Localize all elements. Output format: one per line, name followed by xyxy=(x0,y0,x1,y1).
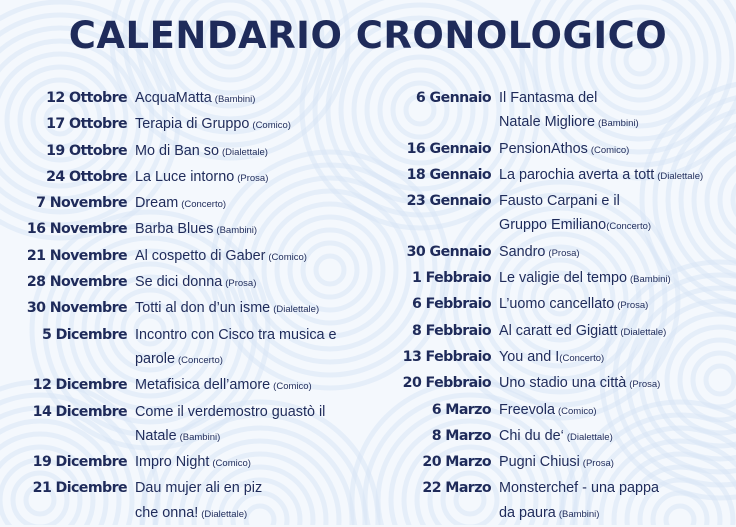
event-category: (Prosa) xyxy=(548,247,580,259)
event-title: parole xyxy=(135,350,176,367)
calendar-entry xyxy=(0,244,360,270)
event-title: Freevola xyxy=(499,401,555,418)
event-info xyxy=(499,163,735,189)
event-title: PensionAthos xyxy=(499,140,588,157)
calendar-entry xyxy=(370,163,735,189)
event-date: 19 Ottobre xyxy=(46,142,127,159)
event-category: (Dialettale) xyxy=(657,170,704,182)
event-title: Terapia di Gruppo xyxy=(135,116,250,133)
event-date: 18 Gennaio xyxy=(406,166,491,183)
event-date: 1 Febbraio xyxy=(411,270,491,287)
event-category: (Bambini) xyxy=(558,508,600,520)
event-category: (Concerto) xyxy=(559,352,605,364)
calendar-entry xyxy=(0,270,360,296)
event-title: da paura xyxy=(499,504,556,521)
event-info xyxy=(135,191,360,217)
event-date: 16 Gennaio xyxy=(406,140,491,157)
event-title: Gruppo Emiliano xyxy=(499,217,607,234)
event-title: Chi du de‘ xyxy=(499,427,564,444)
event-category: (Bambini) xyxy=(216,225,258,237)
event-date: 20 Marzo xyxy=(422,454,491,471)
event-info xyxy=(135,270,360,296)
event-date: 13 Febbraio xyxy=(402,348,491,365)
calendar-entry xyxy=(0,323,360,374)
event-info xyxy=(135,139,360,165)
event-date: 6 Marzo xyxy=(431,401,491,418)
calendar-entry xyxy=(370,398,735,424)
event-category: (Dialettale) xyxy=(273,304,320,316)
event-category: (Prosa) xyxy=(237,172,269,184)
event-title: Il Fantasma del xyxy=(499,90,598,106)
event-date: 6 Gennaio xyxy=(415,90,491,106)
event-category: (Dialettale) xyxy=(201,508,248,520)
event-info xyxy=(135,476,360,527)
event-category: (Comico) xyxy=(273,381,312,393)
event-category: (Comico) xyxy=(268,251,307,263)
event-title: Metafisica dell’amore xyxy=(135,377,271,394)
event-title: Uno stadio una città xyxy=(499,375,627,392)
event-info xyxy=(135,323,360,374)
calendar-entry xyxy=(370,240,735,266)
event-category: (Prosa) xyxy=(617,300,649,312)
event-info xyxy=(499,319,735,345)
event-category: (Concerto) xyxy=(606,221,652,233)
event-title: Impro Night xyxy=(135,454,210,471)
event-info xyxy=(135,296,360,322)
event-category: (Dialettale) xyxy=(620,326,667,338)
calendar-entry xyxy=(0,165,360,191)
event-info xyxy=(499,345,735,371)
left-column xyxy=(0,86,360,527)
event-info xyxy=(499,240,735,266)
event-info xyxy=(499,450,735,476)
calendar-entry xyxy=(0,476,360,527)
event-title: La parochia averta a tott xyxy=(499,166,655,183)
event-date: 24 Ottobre xyxy=(46,168,127,185)
event-title: Al caratt ed Gigiatt xyxy=(499,322,618,339)
event-date: 23 Gennaio xyxy=(406,193,491,210)
calendar-entry xyxy=(0,450,360,476)
event-date: 28 Novembre xyxy=(26,274,127,291)
calendar-entry xyxy=(0,400,360,451)
event-info xyxy=(135,217,360,243)
event-info xyxy=(135,165,360,191)
calendar-entry xyxy=(370,476,735,527)
event-date: 17 Ottobre xyxy=(46,116,127,133)
event-info xyxy=(499,371,735,397)
event-info xyxy=(135,400,360,451)
page-title: CALENDARIO CRONOLOGICO xyxy=(68,14,668,57)
event-title: Pugni Chiusi xyxy=(499,454,580,471)
calendar-entry xyxy=(370,292,735,318)
event-info xyxy=(499,292,735,318)
event-title: Dau mujer ali en piz xyxy=(135,480,263,497)
event-info xyxy=(499,137,735,163)
event-info xyxy=(499,424,735,450)
event-info xyxy=(499,266,735,292)
calendar-entry xyxy=(0,139,360,165)
event-title: AcquaMatta xyxy=(135,90,212,106)
event-title: Natale Migliore xyxy=(499,114,595,131)
event-date: 21 Novembre xyxy=(26,247,127,264)
event-title: Mo di Ban so xyxy=(135,142,219,159)
event-category: (Bambini) xyxy=(597,118,639,130)
event-title: Come il verdemostro guastò il xyxy=(135,403,326,420)
event-title: La Luce intorno xyxy=(135,168,235,185)
event-date: 7 Novembre xyxy=(36,195,127,212)
event-date: 6 Febbraio xyxy=(411,296,491,313)
calendar-entry xyxy=(0,373,360,399)
event-title: Incontro con Cisco tra musica e xyxy=(135,326,337,343)
event-info xyxy=(499,476,735,527)
event-date: 21 Dicembre xyxy=(32,480,127,497)
event-date: 30 Gennaio xyxy=(406,243,491,260)
calendar-entry xyxy=(370,424,735,450)
event-date: 8 Febbraio xyxy=(411,322,491,339)
event-title: You and I xyxy=(499,348,560,365)
calendar-entry xyxy=(0,86,360,112)
event-date: 22 Marzo xyxy=(422,480,491,497)
event-info xyxy=(135,112,360,138)
event-category: (Concerto) xyxy=(178,354,223,366)
event-category: (Dialettale) xyxy=(222,146,268,158)
event-category: (Bambini) xyxy=(179,431,221,443)
event-category: (Concerto) xyxy=(181,199,227,211)
event-category: (Bambini) xyxy=(214,94,256,105)
calendar-entry xyxy=(0,191,360,217)
event-date: 14 Dicembre xyxy=(32,403,127,420)
calendar-entry xyxy=(370,319,735,345)
event-category: (Bambini) xyxy=(630,274,671,286)
event-date: 19 Dicembre xyxy=(32,454,127,471)
event-category: (Comico) xyxy=(590,144,630,156)
calendar-entry xyxy=(370,450,735,476)
event-title: Fausto Carpani e il xyxy=(499,193,620,210)
event-title: Le valigie del tempo xyxy=(499,270,627,287)
event-category: (Prosa) xyxy=(629,379,661,391)
event-title: Se dici donna xyxy=(135,274,223,291)
calendar-entry xyxy=(370,266,735,292)
calendar-entry xyxy=(370,345,735,371)
event-date: 5 Dicembre xyxy=(41,326,127,343)
event-title: che onna! xyxy=(135,504,199,521)
event-title: Barba Blues xyxy=(135,221,214,238)
event-title: Natale xyxy=(135,427,177,444)
event-date: 8 Marzo xyxy=(431,427,491,444)
calendar-entry xyxy=(370,371,735,397)
calendar-entry xyxy=(370,137,735,163)
event-info xyxy=(135,450,360,476)
event-date: 30 Novembre xyxy=(26,300,127,317)
calendar-entry xyxy=(370,189,735,240)
calendar-entry xyxy=(0,296,360,322)
event-category: (Prosa) xyxy=(582,458,614,470)
calendar-entry xyxy=(0,112,360,138)
event-category: (Prosa) xyxy=(225,278,257,290)
event-category: (Comico) xyxy=(558,405,597,417)
event-title: Al cospetto di Gaber xyxy=(135,247,266,264)
event-date: 12 Ottobre xyxy=(46,90,127,106)
right-column xyxy=(370,86,735,527)
event-title: Dream xyxy=(135,195,179,212)
event-info xyxy=(499,86,735,137)
event-info xyxy=(135,373,360,399)
event-date: 12 Dicembre xyxy=(32,377,127,394)
event-date: 16 Novembre xyxy=(26,221,127,238)
event-date: 20 Febbraio xyxy=(402,375,491,392)
event-category: (Comico) xyxy=(252,120,291,132)
event-title: L’uomo cancellato xyxy=(499,296,615,313)
calendar-entry xyxy=(0,217,360,243)
event-title: Totti al don d’un isme xyxy=(135,300,271,317)
event-info xyxy=(499,189,735,240)
event-title: Monsterchef - una pappa xyxy=(499,480,659,497)
event-category: (Dialettale) xyxy=(566,431,613,443)
event-info xyxy=(135,244,360,270)
event-category: (Comico) xyxy=(212,458,251,470)
calendar-entry xyxy=(370,86,735,137)
event-title: Sandro xyxy=(499,243,546,260)
event-info xyxy=(499,398,735,424)
event-info xyxy=(135,86,360,112)
